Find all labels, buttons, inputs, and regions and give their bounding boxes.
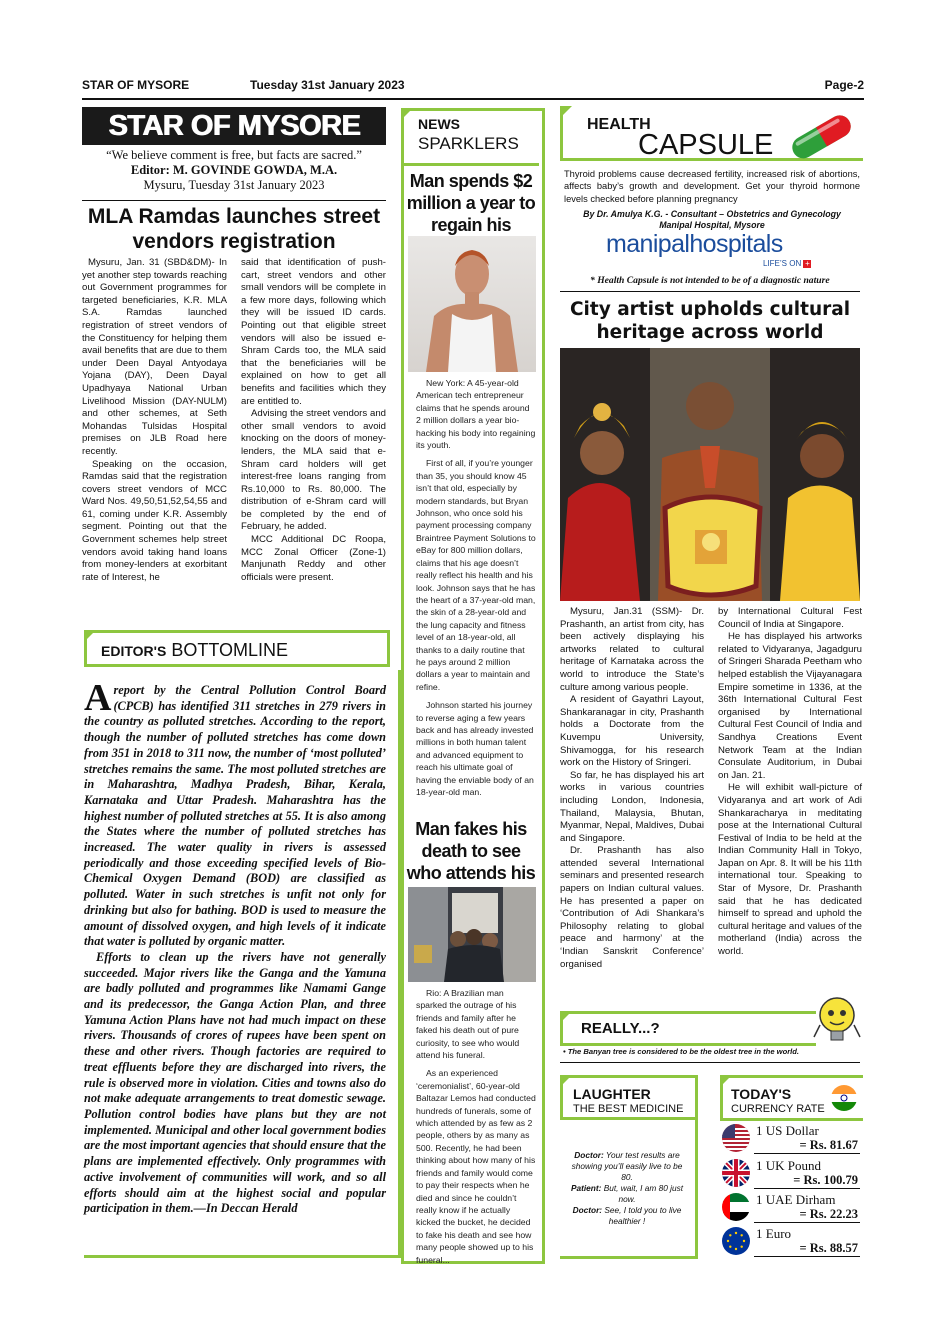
joke-line [566, 1205, 688, 1227]
funeral-illustration [408, 887, 536, 982]
capsule-pills-icon [781, 110, 863, 162]
laughter-label-bottom: THE BEST MEDICINE [573, 1103, 684, 1115]
really-label: REALLY...? [581, 1020, 660, 1037]
currency-name: 1 US Dollar [756, 1123, 819, 1138]
joke-speaker: Doctor: [572, 1205, 603, 1215]
section-rule [560, 291, 860, 292]
artist-col2-para: He will exhibit wall-picture of Vidyaranya and art work of Adi Shankaracharya in meditating pose at the International Cultural Festival of India to be held at the Indian Community Hall in Tokyo, Japan on Apr. 8. It will be his 11th international tour. Speaking to Star of Mysore, Dr. Prashanth said that he has dedicated himself to spread and uphold the cultural heritage and values of the motherland (India) across the world. [718, 782, 862, 958]
joke-line [566, 1183, 688, 1205]
currency-name: 1 UAE Dirham [756, 1192, 836, 1207]
header-page-number: Page-2 [824, 78, 864, 92]
uk-flag-icon [722, 1159, 750, 1187]
bulb-mascot-icon [812, 995, 862, 1047]
masthead-dateline: Mysuru, Tuesday 31st January 2023 [143, 178, 325, 192]
joke-text: But, wait, I am 80 just now. [601, 1183, 684, 1204]
editor-bottomline-label [101, 640, 288, 661]
joke-speaker: Patient: [570, 1183, 602, 1193]
joke-speaker: Doctor: [574, 1150, 604, 1160]
laughter-joke [566, 1150, 688, 1227]
corner-accent [560, 1011, 572, 1023]
masthead-editor: Editor: M. GOVINDE GOWDA, M.A. [130, 163, 338, 177]
currency-row-gbp [720, 1157, 860, 1189]
sparklers-story1-headline: Man spends $2 million a year to regain his [406, 171, 536, 235]
artist-col1-para: So far, he has displayed his art works in various countries including London, Indonesia, Thailand, Malaysia, Bhutan, Myanmar, Nepal, Maldives, Dubai and Singapore. [560, 769, 704, 844]
editor-bottomline-label-box [84, 630, 390, 667]
lead-column-1 [82, 257, 227, 584]
artist-column-1 [560, 606, 704, 971]
currency-label-box [720, 1075, 863, 1121]
health-label-box [563, 106, 863, 161]
laughter-label-top: LAUGHTER [573, 1086, 651, 1102]
lead-col1-para: Speaking on the occasion, Ramdas said that the registration covers street vendors of MCC Ward Nos. 49,50,51,52,54,55 and 61, coming under K.R. Assembly segment. Pointing out that the Government schemes help street vendors avoid taking hand loans from money-lenders at exorbitant rate of Interest, he [82, 458, 227, 583]
masthead-info [82, 148, 386, 193]
man-portrait-photo [408, 236, 536, 372]
lead-column-2 [241, 257, 386, 584]
sparklers-story1-text [416, 377, 536, 804]
health-label-bottom: CAPSULE [638, 129, 774, 161]
currency-value: = Rs. 81.67 [799, 1138, 858, 1152]
sparklers-story2-text [416, 987, 536, 1272]
lead-col2-para: said that identification of push-cart, street vendors and other small vendors will be complete in a few more days, following which they will be issued ID cards. Pointing out that eligible street vendors will also be issued e-Shram Cards too, the MLA said that the beneficiaries will be explained on how to get all benefits and facilities which they are entitled to. [241, 257, 386, 407]
artist-headline: City artist upholds cultural heritage across world [569, 299, 851, 343]
sparklers-label-bottom: SPARKLERS [418, 134, 519, 153]
eu-flag-icon [722, 1227, 750, 1255]
editorial-text [84, 677, 386, 1217]
manipal-logo: manipalhospitals [606, 230, 783, 258]
currency-label-bottom: CURRENCY RATE [731, 1103, 825, 1115]
really-fact-text: The Banyan tree is considered to be the oldest tree in the world. [567, 1047, 800, 1056]
joke-line [566, 1150, 688, 1183]
really-label-box [560, 1011, 816, 1046]
editorial-para: report by the Central Pollution Control Board (CPCB) has identified 311 stretches in 279 rivers in the country as polluted stretches. According to the report, though the number of polluted stretches has come down from 351 in 2018 to 311 now, the number of ‘most polluted’ stretches remains the same. The most polluted stretches are in Maharashtra, Madhya Pradesh, Bihar, Kerala, Karnataka and Uttar Pradesh. Maharashtra has the highest number of polluted stretches at 55. It is also among the States where the number of polluted stretches has increased. The water quality in rivers is assessed periodically and those exceeding specified levels of Bio-Chemical Oxygen Demand (BOD) are classified as polluted. Water in such stretches is unfit not only for drinking but also for bathing. BOD is used to measure the amount of dissolved oxygen, and high levels of it indicate that water is polluted by organic matter. [84, 683, 386, 949]
currency-value: = Rs. 100.79 [793, 1173, 858, 1187]
artist-col1-para: Dr. Prashanth has also attended several International seminars and presented research papers on Indian cultural values. He has presented a paper on ‘Contribution of Adi Shankara’s Philosophy relating to global peace and harmony’ at the ‘Indian Sanskrit Conference’ organised [560, 845, 704, 970]
corner-accent [84, 630, 96, 642]
man-portrait-illustration [408, 236, 536, 372]
corner-accent [401, 108, 413, 120]
currency-value: = Rs. 22.23 [799, 1207, 858, 1221]
editor-label-rest: BOTTOMLINE [166, 640, 288, 660]
story2-para: As an experienced ‘ceremonialist’, 60-year-old Baltazar Lemos had conducted hundreds of funerals, some of which attended by as few as 2 people, others by as many as 500. Recently, he had been thinking about how many of his friends and family would come to pay their respects when he died and since he couldn’t really know if he actually kicked the bucket, he decided to fake his death and see how many people showed up to his funeral... [416, 1068, 536, 1265]
logo-tagline: LIFE’S ON [763, 259, 802, 268]
sparklers-label-box [404, 111, 542, 161]
editor-label-bold: EDITOR'S [101, 643, 167, 659]
story1-para: First of all, if you’re younger than 35, you should know 45 isn’t that old, especially by modern standards, but Bryan Johnson, who once sold his payment processing company Braintree Payment Solutions to eBay for 800 million dollars, claims that his age doesn’t really reflect his health and his look. Johnson says that he has the heart of a 37-year-old man, the skin of a 28-year-old and the lung capacity and fitness level of an 18-year-old, all thanks to a daily routine that he pays around 2 million dollars a year to maintain and refine. [416, 458, 536, 692]
laughter-label-box [560, 1075, 698, 1120]
story1-para: Johnson started his journey to reverse aging a few years back and has already invested millions in both human talent and advanced equipment to reach his ultimate goal of having the enviable body of an 18-year-old man. [416, 700, 534, 797]
really-fact [563, 1047, 799, 1056]
currency-row-eur [720, 1225, 860, 1257]
masthead-motto: “We believe comment is free, but facts are sacred.” [106, 148, 362, 162]
manipal-logo-tag [763, 259, 811, 268]
masthead-title: STAR OF MYSORE [82, 107, 386, 145]
sparklers-label-top: NEWS [418, 116, 460, 132]
plus-icon: + [805, 259, 810, 268]
funeral-photo [408, 887, 536, 982]
sparklers-story2-headline: Man fakes his death to see who attends his [406, 819, 536, 883]
health-text: Thyroid problems cause decreased fertility, increased risk of abortions, affects baby’s growth and development. Get your thyroid hormone levels checked before planning pregnancy [564, 169, 860, 204]
masthead-rule [82, 200, 386, 201]
health-byline [564, 209, 860, 231]
story2-para: Rio: A Brazilian man sparked the outrage of his friends and family after he faked his death out of pure curiosity, to see who would attend his funeral. [416, 988, 520, 1061]
currency-divider [754, 1188, 860, 1189]
editorial-dropcap: A [84, 677, 112, 719]
story1-para: New York: A 45-year-old American tech entrepreneur claims that he spends around 2 million dollars a year bio-hacking his body into regaining its youth. [416, 378, 536, 451]
corner-accent [560, 106, 572, 118]
header-paper-name: STAR OF MYSORE [82, 78, 190, 92]
artist-col1-para: Mysuru, Jan.31 (SSM)- Dr. Prashanth, an artist from city, has been actively displaying his artworks related to cultural heritage of Karnataka across the world to introduce the State’s culture among various people. [560, 606, 704, 693]
lead-col2-para: MCC Additional DC Roopa, MCC Zonal Officer (Zone-1) Manjunath Reddy and other officials were present. [241, 534, 386, 583]
currency-row-usd [720, 1122, 860, 1154]
currency-divider [754, 1222, 860, 1223]
joke-text: See, I told you to live healthier ! [602, 1205, 682, 1226]
artist-column-2 [718, 606, 862, 959]
lead-col2-para: Advising the street vendors and other small vendors to avoid knocking on the doors of money-lenders, the MLA said that e-Shram card holders will get interest-free loans ranging from Rs.10,000 to Rs. 80,000. The distribution of e-Shram card will be completed by the end of February, he added. [241, 408, 386, 533]
page-header [82, 78, 864, 96]
artist-col2-para: He has displayed his artworks related to Vidyaranya, Jagadguru of Sringeri Sharada Peetham who helped establish the Vijayanagara Empire sometime in 1336, at the 36th International Cultural Fest organised by International Cultural Fest Council of India and Sandhya Creations Event Network Team at the Indian Consulate Auditorium, in Dubai on Jan. 21. [718, 631, 862, 781]
header-date: Tuesday 31st January 2023 [250, 78, 405, 92]
artist-photo [560, 348, 860, 601]
us-flag-icon [722, 1124, 750, 1152]
bullet-icon: • [563, 1047, 568, 1056]
artist-col2-para: by International Cultural Fest Council of India at Singapore. [718, 606, 862, 630]
lead-col1-para: Mysuru, Jan. 31 (SBD&DM)- In yet another step towards reaching out Government programmes for targeted beneficiaries, K.R. MLA S.A. Ramdas launched registration of street vendors of the Constituency for helping them avail benefits that are due to them under Deen Dayal Antyodaya Yojana (DAY), Deen Dayal Upadhyaya National Urban Livelihood Mission (DAY-NULM) and other schemes, at Seth Mohandas Tulsidas Hospital premises on JLB Road here recently. [82, 257, 227, 457]
currency-value: = Rs. 88.57 [799, 1241, 858, 1255]
lead-headline: MLA Ramdas launches street vendors registration [87, 205, 381, 253]
artist-photo-illustration [560, 348, 860, 601]
currency-row-aed [720, 1191, 860, 1223]
corner-accent [560, 1075, 572, 1087]
artist-col1-para: A resident of Gayathri Layout, Shankaranagar in city, Prashanth holds a Doctorate from the Kuvempu University, Shivamogga, for his research work on the History of Sringeri. [560, 694, 704, 769]
health-disclaimer: * Health Capsule is not intended to be of a diagnostic nature [590, 275, 830, 286]
sparklers-divider [404, 163, 539, 166]
section-rule [560, 1062, 860, 1063]
health-label-top: HEALTH [587, 116, 651, 133]
currency-divider [754, 1153, 860, 1154]
currency-name: 1 Euro [756, 1226, 792, 1241]
uae-flag-icon [722, 1193, 750, 1221]
health-doctor: By Dr. Amulya K.G. - Consultant – Obstetrics and Gynecology [583, 209, 841, 219]
currency-label-top: TODAY'S [731, 1086, 792, 1102]
editorial-para: Efforts to clean up the rivers have not generally succeeded. Major rivers like the Ganga and the Yamuna are badly polluted and programmes like Namami Gange and its predecessor, the Ganga Action Plan, and three Yamuna Action Plans have not had much impact on these rivers. Thousands of crores of rupees have been spent on these and other rivers. Though factories are required to treat effluents before they are discharged into rivers, the rule is observed more in violation. Cities and towns also do not make adequate arrangements to treat domestic sewage. Pollution control bodies have plans but they are not implemented. Municipal and other local government bodies are the most important agencies that should ensure that the plans are implemented effectively. Only programmes with active involvement of communities will work, and so all efforts should aim at the highest social and popular participation in them.—In Deccan Herald [84, 949, 386, 1216]
header-rule [82, 98, 864, 100]
joke-text: Your test results are showing you’ll easily live to be 80. [571, 1150, 683, 1182]
health-hospital: Manipal Hospital, Mysore [659, 220, 765, 230]
currency-name: 1 UK Pound [756, 1158, 822, 1173]
india-flag-icon [831, 1085, 857, 1111]
currency-divider [754, 1256, 860, 1257]
